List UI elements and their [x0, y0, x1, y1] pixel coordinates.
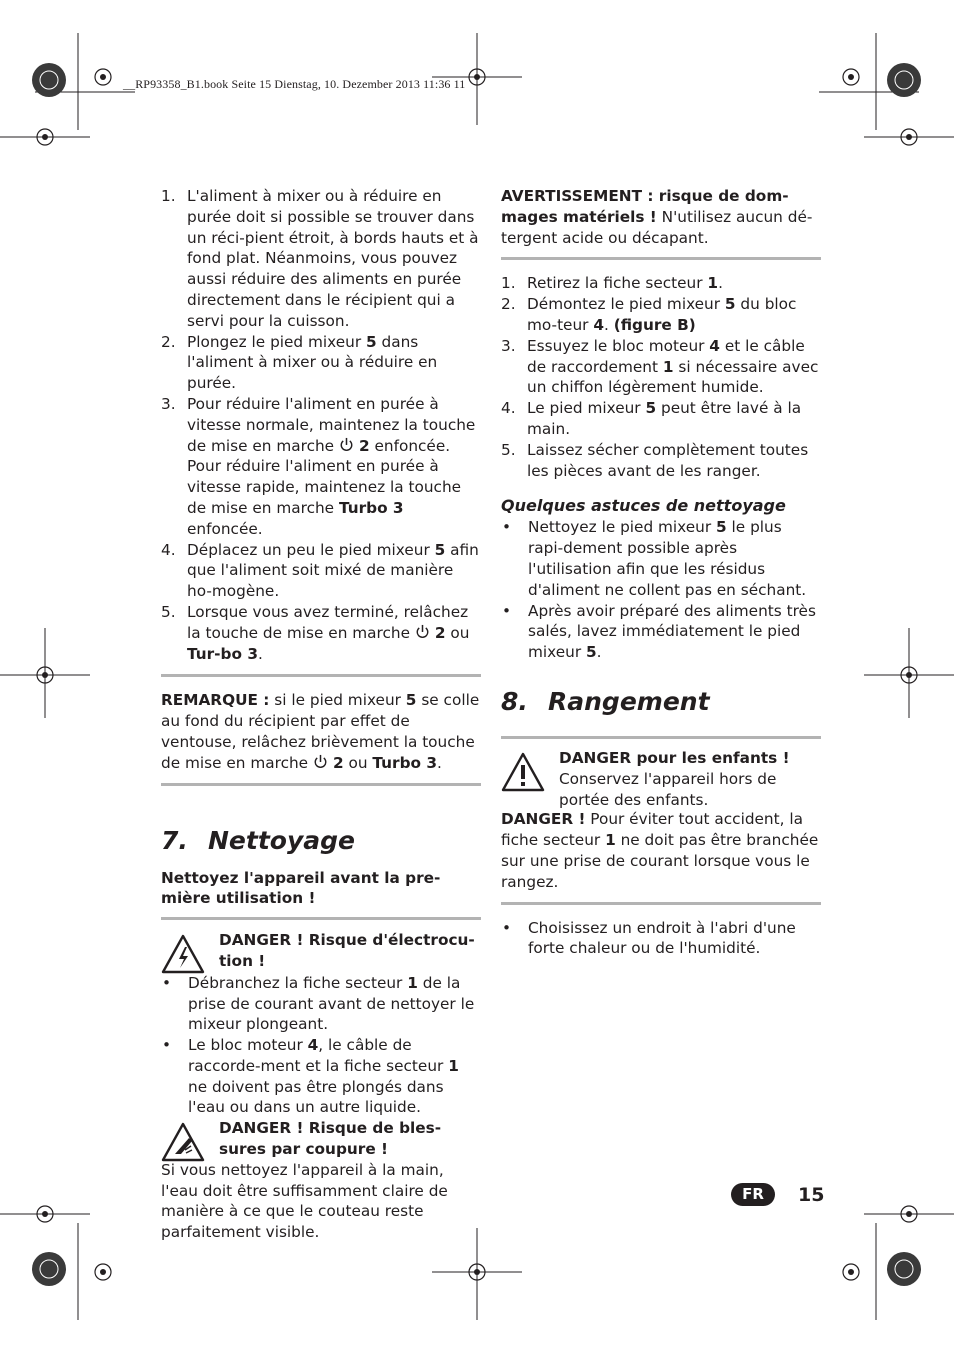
warning-box: AVERTISSEMENT : risque de dom-mages matériels ! N'utilisez aucun dé-tergent acide ou décapant. [501, 187, 813, 247]
list-item: • Nettoyez le pied mixeur 5 le plus rapi-dement possible après l'utilisation afin que les résidus d'aliment ne collent pas en séchant. [501, 517, 821, 600]
list-item: • Choisissez un endroit à l'abri d'une forte chaleur ou de l'humidité. [501, 918, 821, 960]
cleaning-bullets [161, 973, 481, 1119]
list-item: 3. Pour réduire l'aliment en purée à vitesse normale, maintenez la touche de mise en marche 2 enfoncée. Pour réduire l'aliment en purée à vitesse rapide, maintenez la touche de mise en marche Turbo 3 enfoncée. [161, 394, 476, 538]
language-badge: FR [731, 1183, 775, 1206]
danger-electric-box: DANGER ! Risque d'électrocu-tion ! • Débranchez la fiche secteur 1 de la prise de courant avant de nettoyer le mixeur plongeant. • Le bloc moteur 4, le câble de raccorde-ment et la fiche secteur 1 ne doivent pas être plongés dans l'eau ou dans un autre liquide. DANGER ! Risque de bles-sures par coupure ! Si vous nettoyez l'appareil à la main, l'eau doit être suffisamment claire de manière à ce que le couteau reste parfaitement visible. [161, 917, 481, 1243]
list-item: 4. Déplacez un peu le pied mixeur 5 afin que l'aliment soit mixé de manière ho-mogène. [161, 540, 479, 601]
storage-bullets [501, 918, 821, 960]
first-use-note: Nettoyez l'appareil avant la pre-mière utilisation ! [161, 868, 441, 908]
cut-hazard-icon [161, 1122, 205, 1162]
power-icon [415, 624, 430, 639]
danger-cut-box: DANGER ! Risque de bles-sures par coupure ! [161, 1118, 481, 1160]
page-number: 15 [798, 1183, 825, 1206]
left-column [161, 186, 481, 1243]
list-item: 3. Essuyez le bloc moteur 4 et le câble de raccordement 1 si nécessaire avec un chiffon légèrement humide. [501, 336, 819, 397]
divider [501, 257, 821, 260]
list-item: 5. Lorsque vous avez terminé, relâchez la touche de mise en marche 2 ou Tur-bo 3. [161, 602, 470, 663]
tips-list [501, 517, 821, 663]
list-item: 5. Laissez sécher complètement toutes les pièces avant de les ranger. [501, 440, 809, 480]
cut-warning-text: Si vous nettoyez l'appareil à la main, l'eau doit être suffisamment claire de manière à ce que le couteau reste parfaitement visible. [161, 1160, 448, 1242]
usage-steps [161, 186, 481, 664]
list-item: 1. Retirez la fiche secteur 1. [501, 274, 723, 293]
list-item: 2. Plongez le pied mixeur 5 dans l'aliment à mixer ou à réduire en purée. [161, 332, 438, 393]
section-heading-7: 7. Nettoyage [161, 825, 355, 855]
list-item: • Après avoir préparé des aliments très salés, lavez immédiatement le pied mixeur 5. [501, 601, 821, 663]
warning-icon [501, 752, 545, 792]
right-column [501, 186, 821, 959]
list-item: 4. Le pied mixeur 5 peut être lavé à la main. [501, 399, 802, 438]
cleaning-steps [501, 273, 821, 481]
print-header: __RP93358_B1.book Seite 15 Dienstag, 10. Dezember 2013 11:36 11 [123, 77, 466, 91]
divider [501, 902, 821, 905]
divider [161, 783, 481, 786]
list-item: • Le bloc moteur 4, le câble de raccorde-ment et la fiche secteur 1 ne doivent pas être plongés dans l'eau ou dans un autre liquide. [161, 1035, 481, 1118]
remark-box: REMARQUE : si le pied mixeur 5 se colle au fond du récipient par effet de ventouse, relâchez brièvement la touche de mise en marche 2 ou Turbo 3. [161, 674, 481, 782]
list-item: • Débranchez la fiche secteur 1 de la prise de courant avant de nettoyer le mixeur plongeant. [161, 973, 481, 1035]
tips-heading: Quelques astuces de nettoyage [501, 496, 786, 516]
page-footer [731, 1183, 824, 1206]
power-icon [313, 754, 328, 769]
section-heading-8: 8. Rangement [501, 686, 710, 716]
electric-hazard-icon [161, 934, 205, 974]
power-icon [339, 437, 354, 452]
danger-children-box: DANGER pour les enfants ! Conservez l'appareil hors de portée des enfants. DANGER ! Pour éviter tout accident, la fiche secteur 1 ne doit pas être branchée sur une prise de courant lorsque vous le rangez. [501, 736, 821, 902]
list-item: 1. L'aliment à mixer ou à réduire en purée doit si possible se trouver dans un réci-pient étroit, à bords hauts et à fond plat. Néanmoins, vous pouvez aussi réduire des aliments en purée directement dans le récipient qui a servi pour la cuisson. [161, 187, 479, 330]
list-item: 2. Démontez le pied mixeur 5 du bloc mo-teur 4. (figure B) [501, 295, 797, 334]
